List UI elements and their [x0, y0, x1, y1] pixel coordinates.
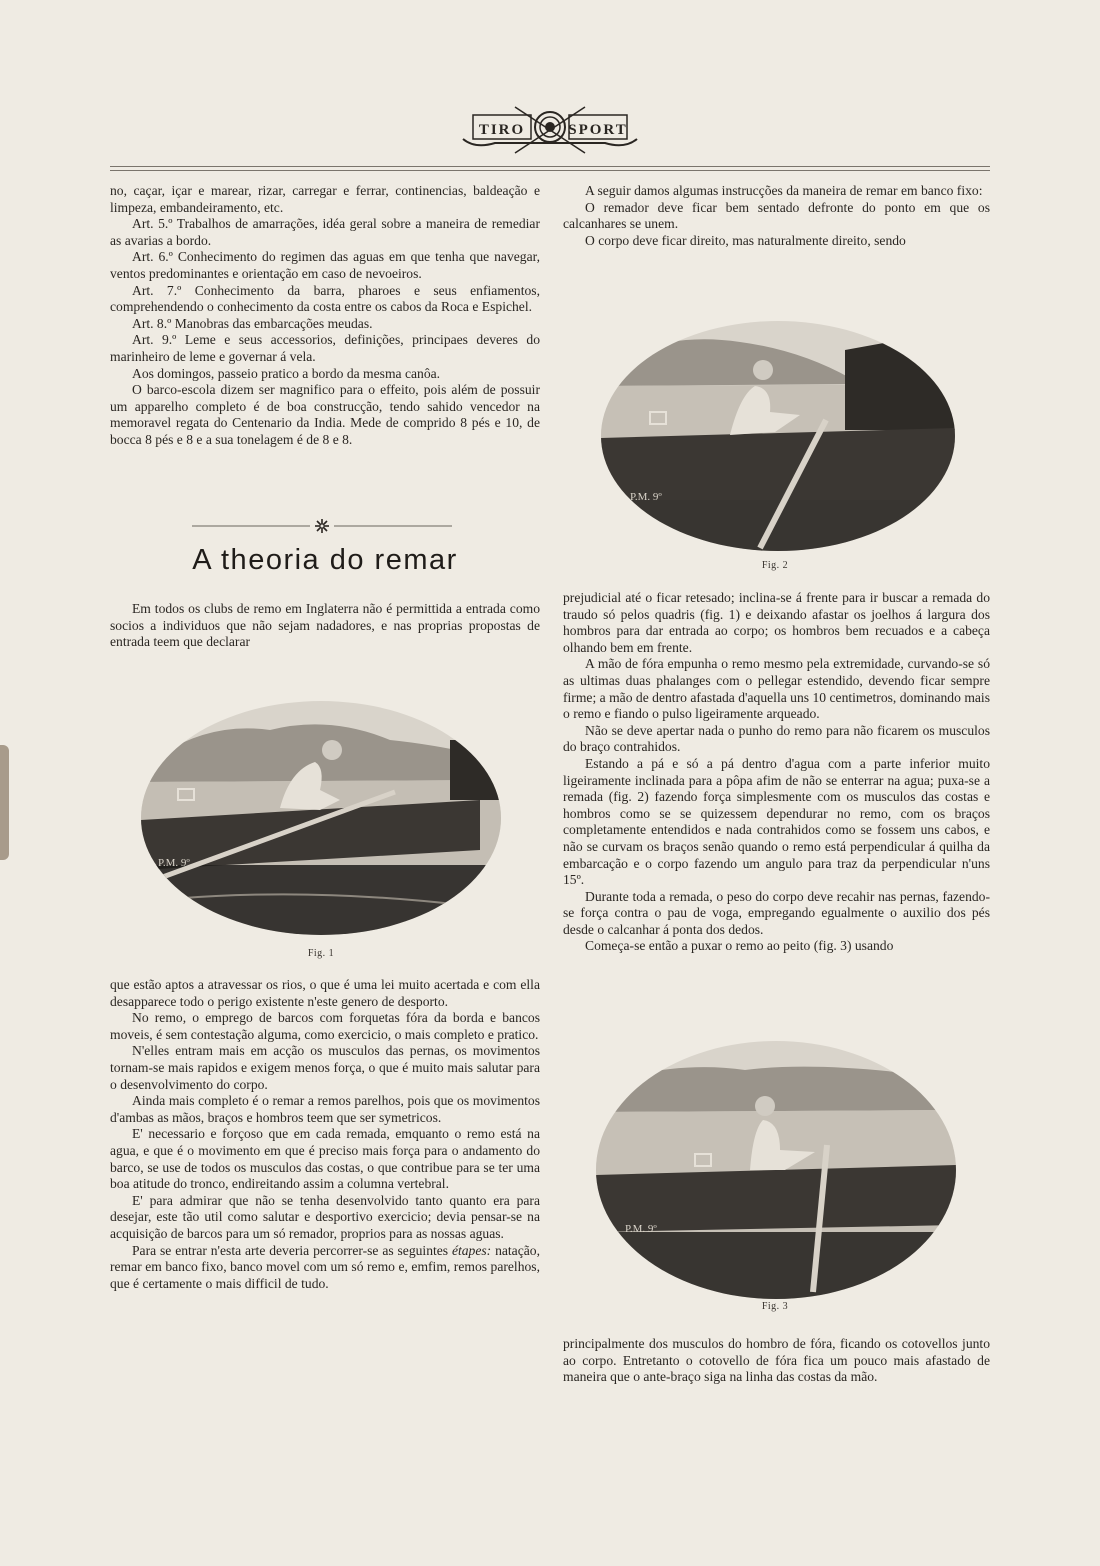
figure-3-signature: P.M. 9º: [625, 1223, 657, 1235]
paragraph: E' para admirar que não se tenha desenvolvido tanto quanto era para desejar, este tão util como salutar e desportivo exercicio; devia pensar-se na acquisição de barcos para um só remador, proprios para as nossas aguas.: [110, 1192, 540, 1241]
figure-1-caption: Fig. 1: [307, 948, 335, 959]
paragraph: O remador deve ficar bem sentado defronte do ponto em que os calcanhares se unem.: [563, 199, 990, 232]
previous-article-end: [110, 183, 540, 449]
figure-1-signature: P.M. 9º: [158, 857, 190, 869]
figure-1-photo: [140, 700, 502, 936]
paragraph: Não se deve apertar nada o punho do remo para não ficarem os musculos do braço contrahidos.: [563, 722, 990, 755]
paragraph: Art. 6.º Conhecimento do regimen das aguas em que tenha que navegar, ventos predominantes e orientação em caso de nevoeiros.: [110, 249, 540, 281]
paragraph: que estão aptos a atravessar os rios, o que é uma lei muito acertada e com ella desapparece todo o perigo existente n'este genero de desporto.: [110, 977, 540, 1009]
paragraph: N'elles entram mais em acção os musculos das pernas, os movimentos tornam-se mais rapidos e exigem menos força, o que é muito mais salutar para o desenvolvimento do corpo.: [110, 1043, 540, 1092]
paragraph: Aos domingos, passeio pratico a bordo da mesma canôa.: [132, 365, 441, 381]
paragraph: Ainda mais completo é o remar a remos parelhos, pois que os movimentos d'ambas as mãos, braços e hombros teem que ser symetricos.: [110, 1093, 540, 1125]
paragraph: Art. 8.º Manobras das embarcações meudas.: [132, 315, 373, 331]
paragraph: A seguir damos algumas instrucções da maneira de remar em banco fixo:: [585, 183, 983, 198]
article-right-bottom: [563, 1336, 990, 1386]
paragraph: O corpo deve ficar direito, mas naturalmente direito, sendo: [585, 232, 906, 248]
paragraph: prejudicial até o ficar retesado; inclina-se á frente para ir buscar a remada do traudo só pelos quadris (fig. 1) e deixando afastar os joelhos á largura dos hombros para dar entrada ao corpo; os hombros bem recuados e a cabeça olhando bem em frente.: [563, 590, 990, 655]
masthead-rule-top: [110, 166, 990, 167]
paragraph: No remo, o emprego de barcos com forquetas fóra da borda e bancos moveis, é sem contestação alguma, como exercicio, o mais completo e pratico.: [110, 1010, 540, 1042]
figure-2-caption: Fig. 2: [761, 560, 789, 571]
figure-3-caption: Fig. 3: [761, 1301, 789, 1312]
paragraph: Art. 5.º Trabalhos de amarrações, idéa geral sobre a maneira de remediar as avarias a bordo.: [110, 216, 540, 248]
paragraph: Art. 7.º Conhecimento da barra, pharoes e seus enfiamentos, comprehendendo o conhecimento da costa entre os cabos da Roca e Espichel.: [110, 282, 540, 315]
figure-2-signature: P.M. 9º: [630, 491, 662, 503]
svg-text:TIRO: TIRO: [478, 122, 526, 138]
paragraph: O barco-escola dizem ser magnifico para o effeito, pois além de possuir um apparelho completo é de boa construcção, tendo sahido vencedor na memoravel regata do Centenario da India. Mede de comprido 8 pés e 10, de bocca 8 pés e 8 e a sua tonelagem é de 8 e 8.: [110, 382, 540, 447]
paragraph: E' necessario e forçoso que em cada remada, emquanto o remo está na agua, e que é o movimento em que é preciso mais força para o andamento do barco, se use de todos os musculos das costas, o que contribue para se ter uma boa atitude do tronco, endireitando assim a columna vertebral.: [110, 1126, 540, 1192]
paragraph: A mão de fóra empunha o remo mesmo pela extremidade, curvando-se só as ultimas duas phalanges com o pellegar estendido, devendo ficar sempre firme; a mão de dentro afastada d'aquella uns 10 centimetros, dominando mais o remo e fiando o pulso ligeiramente arqueado.: [563, 656, 990, 722]
paragraph: Durante toda a remada, o peso do corpo deve recahir nas pernas, fazendo-se força contra o pau de voga, empregando egualmente o auxilio dos pés desde o calcanhar á ponta dos dedos.: [563, 888, 990, 937]
section-divider: [192, 518, 452, 534]
paragraph: [110, 1243, 540, 1293]
article-title: A theoria do remar: [192, 544, 458, 576]
paragraph: Em todos os clubs de remo em Inglaterra não é permittida a entrada como socios a individuos que não sejam nadadores, e nas proprias propostas de entrada teem que declarar: [110, 601, 540, 650]
text-run: natação, remar em banco fixo, banco movel com um só remo e, emfim, remos parelhos, que é certamente o mais difficil de tudo.: [110, 1242, 540, 1291]
paragraph: Art. 9.º Leme e seus accessorios, definições, principaes deveres do marinheiro de leme e governar á vela.: [110, 332, 540, 364]
figure-2-photo: [600, 320, 956, 552]
article-right-top: [563, 183, 990, 249]
paragraph: Estando a pá e só a pá dentro d'agua com a parte inferior muito ligeiramente inclinada para a pôpa afim de não se enterrar na agua; puxa-se a remada (fig. 2) fazendo força simplesmente com os musculos das costas e hombros como se se quizessem dependurar no remo, com os braços completamente entendidos e nada contrahidos como se fossem uns cabos, e não se curvam os braços senão quando o remo está perpendicular á quilha da embarcação e o corpo fazendo um angulo para traz da perpendicular n'uns 15º.: [563, 755, 990, 888]
text-run: Para se entrar n'esta arte deveria percorrer-se as seguintes: [132, 1242, 449, 1258]
figure-3-photo: [595, 1040, 957, 1300]
paragraph: principalmente dos musculos do hombro de fóra, ficando os cotovellos junto ao corpo. Entretanto o cotovello de fóra fica um pouco mais afastado de maneira que o ante-braço siga na linha das costas da mão.: [563, 1336, 990, 1385]
binding-edge: [0, 745, 9, 860]
article-left-body: [110, 977, 540, 1292]
paragraph: Começa-se então a puxar o remo ao peito (fig. 3) usando: [585, 938, 894, 954]
article-right-middle: [563, 590, 990, 955]
masthead-logo: [455, 103, 645, 159]
paragraph: no, caçar, içar e marear, rizar, carregar e ferrar, continencias, baldeação e limpeza, embandeiramento, etc.: [110, 183, 540, 215]
svg-text:SPORT: SPORT: [568, 122, 628, 138]
emphasis: étapes:: [451, 1242, 492, 1258]
masthead-rule-bottom: [110, 170, 990, 171]
article-intro: [110, 601, 540, 651]
